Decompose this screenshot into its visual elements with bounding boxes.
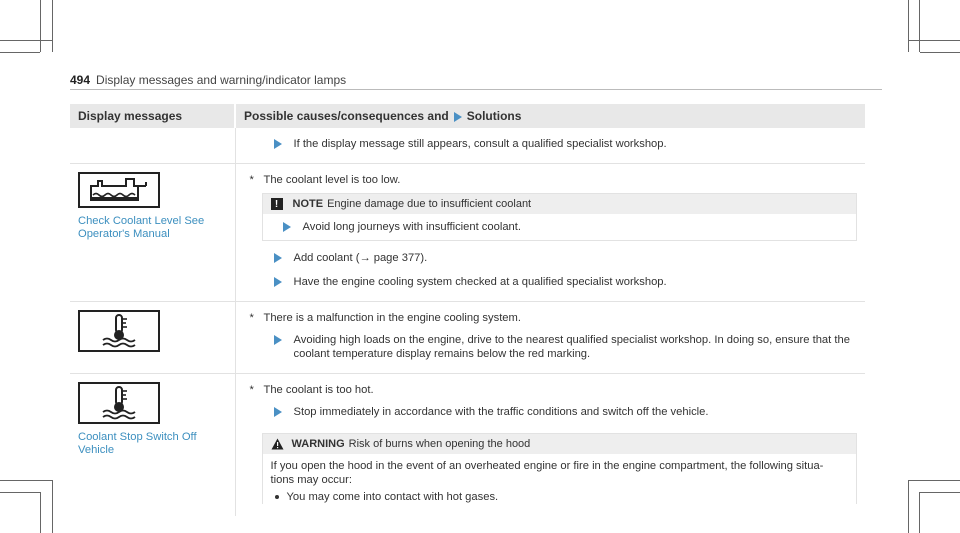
display-messages-table [70, 104, 865, 516]
arrow-right-icon [274, 335, 282, 345]
coolant-temperature-icon [78, 310, 160, 352]
table-row [70, 128, 865, 164]
note-text: Engine damage due to insufficient coolant [327, 198, 532, 210]
warning-body: If you open the hood in the event of an overheated engine or fire in the engine compartment, the following situa- tions may occur: [270, 460, 824, 486]
note-box [262, 193, 858, 241]
crop-mark [0, 52, 40, 53]
column-header-causes-label: Possible causes/consequences and [244, 109, 449, 123]
header-rule [70, 89, 882, 90]
crop-mark [919, 492, 920, 533]
crop-mark [40, 0, 41, 52]
coolant-temperature-icon [78, 382, 160, 424]
warning-box [262, 433, 858, 504]
column-header-causes [235, 104, 865, 128]
arrow-right-icon [274, 139, 282, 149]
crop-mark [908, 480, 909, 533]
arrow-right-icon [274, 407, 282, 417]
crop-mark [908, 40, 960, 41]
crop-mark [40, 492, 41, 533]
bullet-dot [275, 495, 279, 499]
arrow-right-icon [283, 222, 291, 232]
warning-triangle-icon [271, 438, 284, 450]
solution-step: Avoiding high loads on the engine, drive to the nearest qualified specialist workshop. In doing so, ensure that the coolant temperature display remains below the red marking. [248, 333, 866, 361]
table-row [70, 374, 865, 517]
exclamation-icon: ! [271, 198, 283, 210]
crop-mark [0, 40, 52, 41]
solution-step: Have the engine cooling system checked at a qualified specialist workshop. [248, 275, 866, 289]
page-reference-arrow: → [359, 252, 371, 264]
crop-mark [908, 480, 960, 481]
crop-mark [920, 492, 960, 493]
cause-line: * There is a malfunction in the engine cooling system. [249, 312, 521, 324]
crop-mark [52, 480, 53, 533]
display-message-text: Check Coolant Level See Operator's Manual [78, 215, 205, 240]
column-header-solutions: Solutions [466, 109, 522, 123]
crop-mark [52, 0, 53, 52]
table-row [70, 302, 865, 374]
solution-step: Stop immediately in accordance with the traffic conditions and switch off the vehicle. [248, 405, 866, 419]
table-header-row [70, 104, 865, 128]
solution-step: Add coolant (→ page 377). [248, 251, 866, 265]
note-step: Avoid long journeys with insufficient coolant. [271, 220, 849, 234]
crop-mark [0, 480, 52, 481]
crop-mark [0, 492, 40, 493]
arrow-right-icon [274, 277, 282, 287]
note-title: NOTE [292, 198, 324, 210]
crop-mark [919, 0, 920, 52]
crop-mark [908, 0, 909, 52]
cause-line: * The coolant is too hot. [249, 384, 374, 396]
solution-step: If the display message still appears, consult a qualified specialist workshop. [248, 137, 866, 151]
warning-title: WARNING [291, 438, 345, 450]
column-header-messages: Display messages [70, 104, 235, 128]
warning-text: Risk of burns when opening the hood [348, 438, 531, 450]
running-header [70, 73, 346, 87]
cause-line: * The coolant level is too low. [249, 174, 401, 186]
list-item: You may come into contact with hot gases. [271, 490, 849, 504]
crop-mark [920, 52, 960, 53]
arrow-right-icon [454, 112, 462, 122]
page-number: 494 [70, 73, 91, 87]
page-header-title: Display messages and warning/indicator lamps [96, 73, 347, 87]
table-row [70, 164, 865, 302]
page-reference-link[interactable]: page 377 [373, 252, 421, 264]
coolant-level-icon [78, 172, 160, 208]
display-message-text: Coolant Stop Switch Off Vehicle [78, 431, 197, 456]
arrow-right-icon [274, 253, 282, 263]
